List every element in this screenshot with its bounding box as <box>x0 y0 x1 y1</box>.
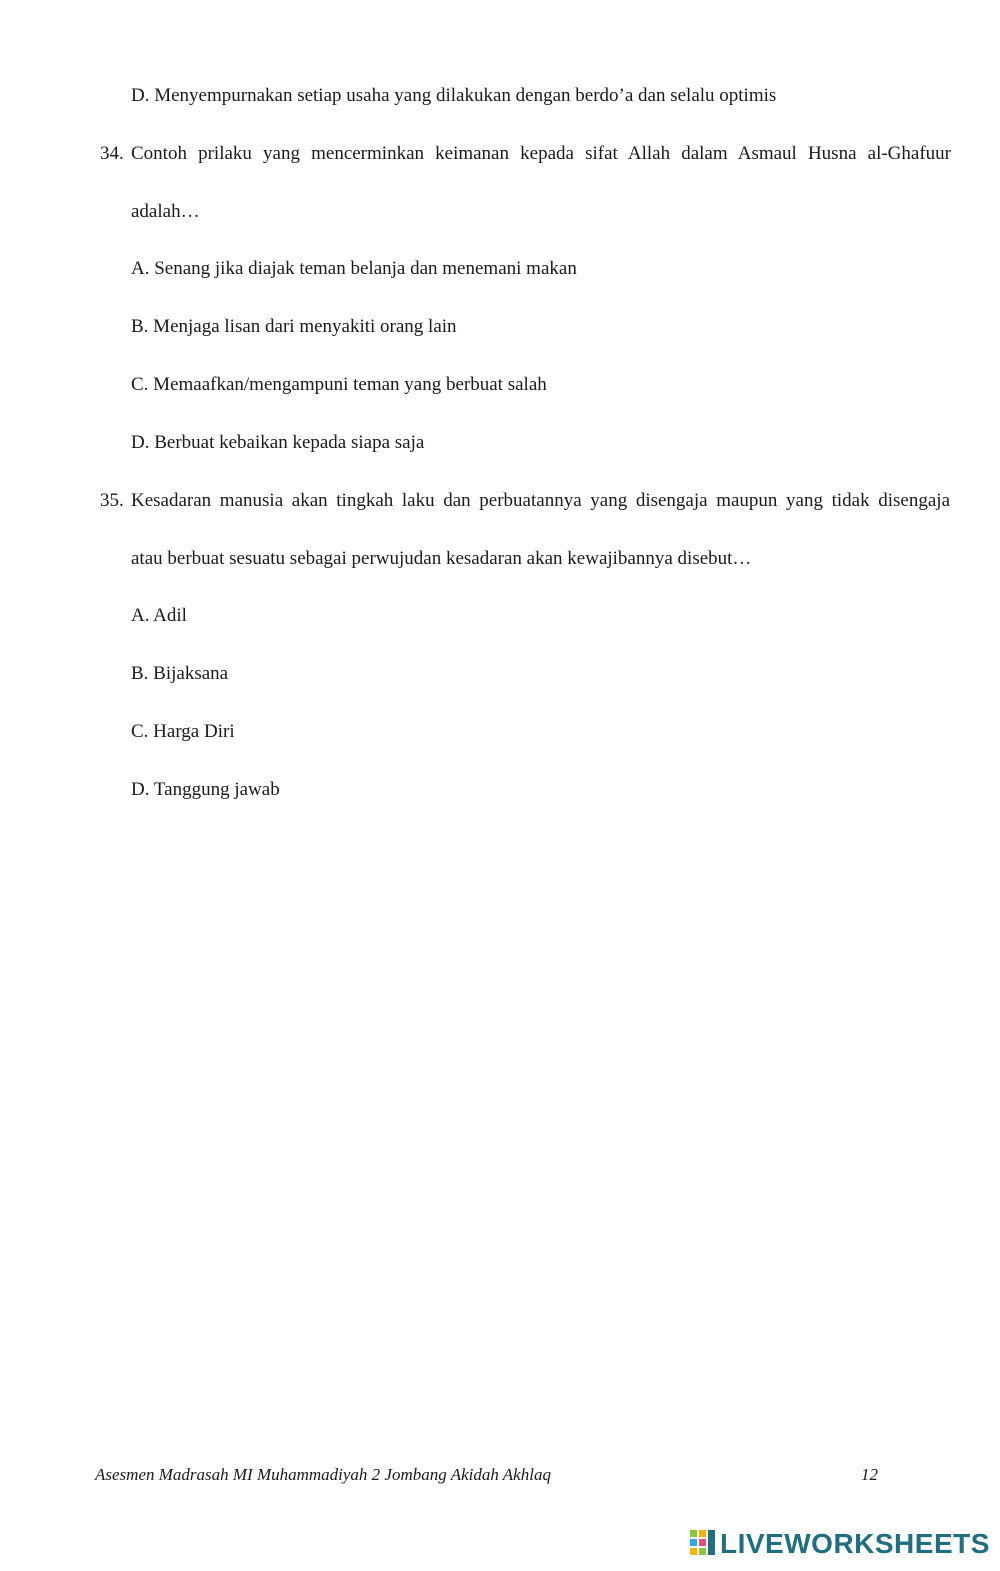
q34-number: 34. <box>100 143 124 164</box>
q35-question-line2: atau berbuat sesuatu sebagai perwujudan kesadaran akan kewajibannya disebut… <box>131 548 752 569</box>
liveworksheets-logo-text: LIVEWORKSHEETS <box>720 1528 990 1559</box>
q35-number: 35. <box>100 490 124 511</box>
q34-option-a[interactable]: A. Senang jika diajak teman belanja dan menemani makan <box>131 258 577 279</box>
q33-option-d: D. Menyempurnakan setiap usaha yang dilakukan dengan berdo’a dan selalu optimis <box>131 85 777 106</box>
footer-title: Asesmen Madrasah MI Muhammadiyah 2 Jombang Akidah Akhlaq <box>95 1465 551 1484</box>
q34-question-line1: Contoh prilaku yang mencerminkan keimanan kepada sifat Allah dalam Asmaul Husna al-Ghafuur <box>131 143 951 164</box>
liveworksheets-logo-icon <box>690 1530 716 1558</box>
q34-question-line2: adalah… <box>131 201 200 222</box>
q35-option-d[interactable]: D. Tanggung jawab <box>131 779 280 800</box>
q35-question-line1: Kesadaran manusia akan tingkah laku dan perbuatannya yang disengaja maupun yang tidak disengaja <box>131 490 950 511</box>
q35-option-b[interactable]: B. Bijaksana <box>131 663 229 684</box>
q34-option-c[interactable]: C. Memaafkan/mengampuni teman yang berbuat salah <box>131 374 547 395</box>
q35-option-c[interactable]: C. Harga Diri <box>131 721 235 742</box>
page-number: 12 <box>861 1465 878 1484</box>
q34-option-b[interactable]: B. Menjaga lisan dari menyakiti orang lain <box>131 316 457 337</box>
liveworksheets-logo[interactable] <box>690 1528 990 1560</box>
q35-option-a[interactable]: A. Adil <box>131 605 187 626</box>
q34-option-d[interactable]: D. Berbuat kebaikan kepada siapa saja <box>131 432 425 453</box>
